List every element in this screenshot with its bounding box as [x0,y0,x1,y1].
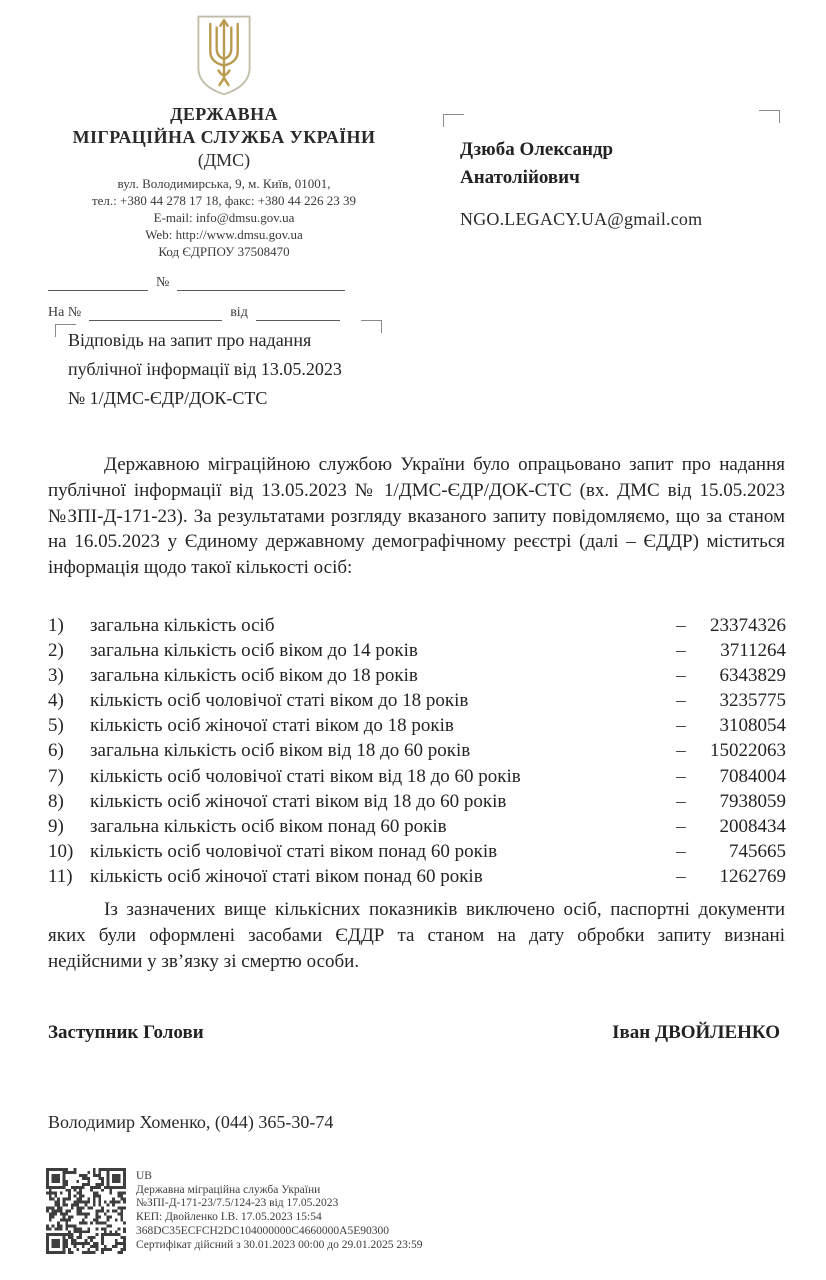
list-item-value: 3235775 [719,690,786,712]
list-item-number: 8) [48,790,64,812]
signer-name: Іван ДВОЙЛЕНКО [612,1022,780,1043]
stamp-text-line: 368DC35ECFCH2DC104000000C4660000A5E90300 [136,1224,390,1237]
list-item-value: 6343829 [719,665,786,687]
corner-mark-icon [361,320,382,333]
list-item-dash: – [676,865,686,887]
stamp-text-line: Державна міграційна служба України [136,1183,321,1196]
list-item-dash: – [676,715,686,737]
recipient-block [443,110,780,230]
corner-mark-icon [55,324,76,337]
list-item-label: загальна кількість осіб віком до 18 років [90,665,418,687]
list-item-dash: – [676,640,686,662]
list-item-number: 11) [48,865,73,887]
reply-number-blank-line [89,306,222,321]
list-item [48,738,786,763]
list-item-value: 7084004 [719,765,786,787]
reply-to-label: На № [48,305,82,320]
list-item [48,864,786,889]
signature-row [48,1022,780,1044]
list-item-number: 4) [48,690,64,712]
list-item-dash: – [676,790,686,812]
from-date-label: від [230,305,248,320]
list-item-label: кількість осіб чоловічої статі віком до 18 років [90,690,469,712]
list-item-value: 7938059 [719,790,786,812]
list-item-number: 9) [48,815,64,837]
list-item-label: кількість осіб чоловічої статі віком від 18 до 60 років [90,765,521,787]
letterhead [48,12,400,260]
date-blank-line [48,276,148,291]
subject-line: № 1/ДМС-ЄДР/ДОК-СТС [68,388,268,408]
list-item-number: 1) [48,615,64,636]
recipient-name [460,136,780,192]
list-item-number: 2) [48,640,64,662]
list-item-dash: – [676,665,686,687]
list-item-number: 6) [48,740,64,762]
list-item-dash: – [676,765,686,787]
contact-line: тел.: +380 44 278 17 18, факс: +380 44 226 23 39 [91,193,357,208]
subject-block [68,326,370,413]
list-item [48,814,786,839]
list-item-value: 3108054 [719,715,786,737]
stamp-text-line: КЕП: Двойленко І.В. 17.05.2023 15:54 [136,1211,322,1224]
outgoing-number-row [48,270,370,291]
list-item-label: загальна кількість осіб [90,615,275,636]
contact-line: E-mail: info@dmsu.gov.ua [153,210,295,225]
number-blank-line [177,276,345,291]
recipient-name-line-2: Анатолійович [460,167,580,188]
number-sign-label: № [156,275,170,290]
body-paragraph-1: Державною міграційною службою України було опрацьовано запит про надання публічної інформації від 13.05.2023 № 1/ДМС-ЄДР/ДОК-СТС (вх. ДМС від 15.05.2023 №ЗПІ-Д-171-23). За результатами розгляду вказаного запиту повідомляємо, що за станом на 16.05.2023 у Єдиному державному демографічному реєстрі (далі – ЄДДР) міститься інформація щодо такої кількості осіб: [48,454,785,579]
incoming-number-row [48,300,370,321]
list-item-number: 5) [48,715,64,737]
list-item-value: 2008434 [719,815,786,837]
stamp-text-line: UB [136,1170,152,1182]
list-item [48,638,786,663]
list-item [48,789,786,814]
list-item-label: загальна кількість осіб віком від 18 до 60 років [90,740,471,762]
subject-line: публічної інформації від 13.05.2023 [68,359,342,379]
corner-mark-icon [759,110,780,123]
list-item [48,688,786,713]
list-item-label: кількість осіб жіночої статі віком до 18 років [90,715,454,737]
stamp-text [136,1168,423,1252]
subject-text [68,326,370,413]
org-name-line-2: МІГРАЦІЙНА СЛУЖБА УКРАЇНИ [72,127,376,147]
recipient-email: NGO.LEGACY.UA@gmail.com [460,209,703,229]
reference-lines [48,270,370,321]
contact-line: вул. Володимирська, 9, м. Київ, 01001, [117,176,331,191]
list-item-number: 10) [48,840,74,862]
list-item [48,613,786,638]
list-item [48,713,786,738]
list-item-value: 3711264 [720,640,786,662]
org-abbreviation: (ДМС) [197,150,251,170]
list-item-dash: – [676,740,686,762]
list-item-dash: – [676,815,686,837]
esignature-stamp [46,1168,423,1254]
list-item-value: 745665 [729,840,786,862]
reply-date-blank-line [256,306,340,321]
stamp-text-line: №ЗПІ-Д-171-23/7.5/124-23 від 17.05.2023 [136,1197,339,1210]
list-item-value: 15022063 [710,740,786,762]
body-paragraph-2: Із зазначених вище кількісних показників виключено осіб, паспортні документи яких були оформлені засобами ЄДДР та станом на дату обробки запиту визнані недійсними у зв’язку зі смертю особи. [48,899,785,972]
trident-emblem-icon [192,12,256,98]
org-name-line-1: ДЕРЖАВНА [170,104,278,124]
list-item [48,663,786,688]
list-item-dash: – [676,690,686,712]
list-item [48,764,786,789]
list-item-value: 23374326 [710,615,786,636]
qr-code [46,1168,126,1254]
corner-mark-icon [443,114,464,127]
signer-position: Заступник Голови [48,1022,204,1043]
stamp-text-line: Сертифікат дійсний з 30.01.2023 00:00 до 29.01.2025 23:59 [136,1238,423,1251]
list-item-label: кількість осіб чоловічої статі віком понад 60 років [90,840,498,862]
list-item [48,839,786,864]
executor-contact: Володимир Хоменко, (044) 365-30-74 [48,1112,334,1132]
list-item-label: загальна кількість осіб віком понад 60 років [90,815,447,837]
list-item-label: кількість осіб жіночої статі віком понад 60 років [90,865,483,887]
statistics-list [48,613,786,889]
org-contact-info [48,175,400,260]
list-item-dash: – [676,840,686,862]
contact-line: Код ЄДРПОУ 37508470 [158,244,290,259]
list-item-number: 3) [48,665,64,687]
list-item-dash: – [676,615,686,636]
list-item-value: 1262769 [719,865,786,887]
list-item-label: кількість осіб жіночої статі віком від 18 до 60 років [90,790,507,812]
recipient-name-line-1: Дзюба Олександр [460,139,614,160]
list-item-number: 7) [48,765,64,787]
contact-line: Web: http://www.dmsu.gov.ua [145,227,303,242]
list-item-label: загальна кількість осіб віком до 14 років [90,640,418,662]
subject-line: Відповідь на запит про надання [68,330,312,350]
